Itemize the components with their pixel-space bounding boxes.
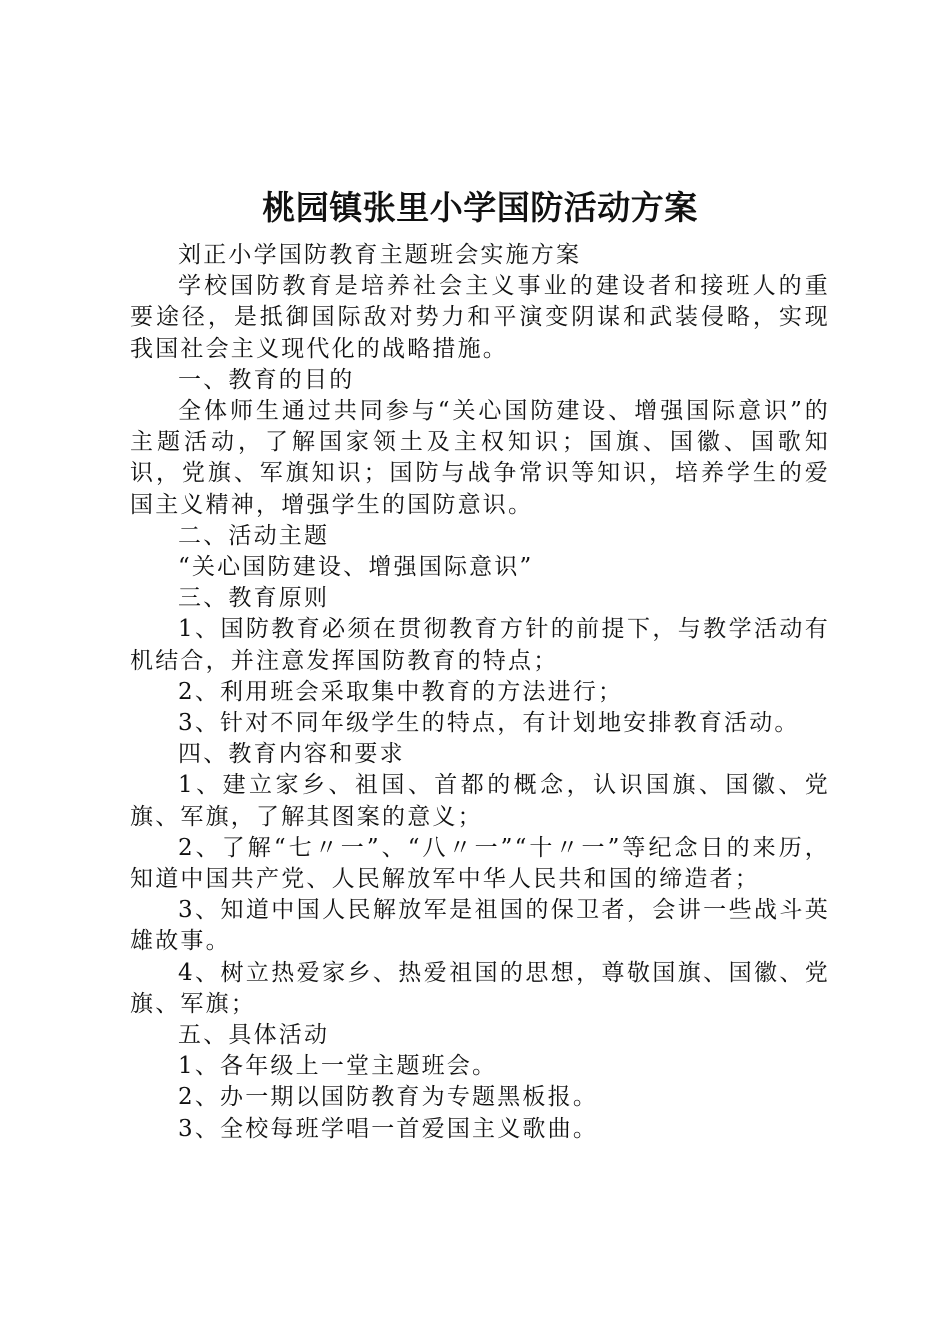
paragraph-theme: “关心国防建设、增强国际意识”	[178, 554, 534, 581]
content-item-4: 4、树立热爱家乡、热爱祖国的思想，尊敬国旗、国徽、党旗、军旗；	[130, 959, 830, 1017]
paragraph-purpose: 全体师生通过共同参与“关心国防建设、增强国际意识”的主题活动，了解国家领土及主权知识；国旗、国徽、国歌知识，党旗、军旗知识；国防与战争常识等知识，培养学生的爱国主义精神，增强学生的国防意识。	[130, 398, 830, 518]
content-item-1: 1、建立家乡、祖国、首都的概念，认识国旗、国徽、党旗、军旗，了解其图案的意义；	[130, 772, 830, 830]
activity-item-2: 2、办一期以国防教育为专题黑板报。	[178, 1084, 599, 1111]
content-item-3: 3、知道中国人民解放军是祖国的保卫者，会讲一些战斗英雄故事。	[130, 897, 830, 955]
content-item-2: 2、了解“七〃一”、“八〃一”“十〃一”等纪念日的来历，知道中国共产党、人民解放军中华人民共和国的缔造者；	[130, 834, 830, 893]
heading-theme: 二、活动主题	[178, 522, 330, 549]
paragraph-intro: 学校国防教育是培养社会主义事业的建设者和接班人的重要途径，是抵御国际敌对势力和平演变阴谋和武装侵略，实现我国社会主义现代化的战略措施。	[130, 273, 830, 362]
principle-item-3: 3、针对不同年级学生的特点，有计划地安排教育活动。	[178, 710, 800, 737]
activity-item-1: 1、各年级上一堂主题班会。	[178, 1053, 498, 1080]
principle-item-1: 1、国防教育必须在贯彻教育方针的前提下，与教学活动有机结合，并注意发挥国防教育的特点；	[130, 616, 830, 674]
document-page	[130, 184, 830, 1145]
heading-purpose: 一、教育的目的	[178, 366, 355, 393]
heading-principles: 三、教育原则	[178, 585, 330, 612]
activity-item-3: 3、全校每班学唱一首爱国主义歌曲。	[178, 1115, 599, 1142]
principle-item-2: 2、利用班会采取集中教育的方法进行；	[178, 678, 624, 705]
heading-activities: 五、具体活动	[178, 1022, 330, 1049]
document-title: 桃园镇张里小学国防活动方案	[262, 188, 698, 227]
paragraph-subtitle: 刘正小学国防教育主题班会实施方案	[178, 242, 582, 268]
heading-content: 四、教育内容和要求	[178, 741, 405, 768]
